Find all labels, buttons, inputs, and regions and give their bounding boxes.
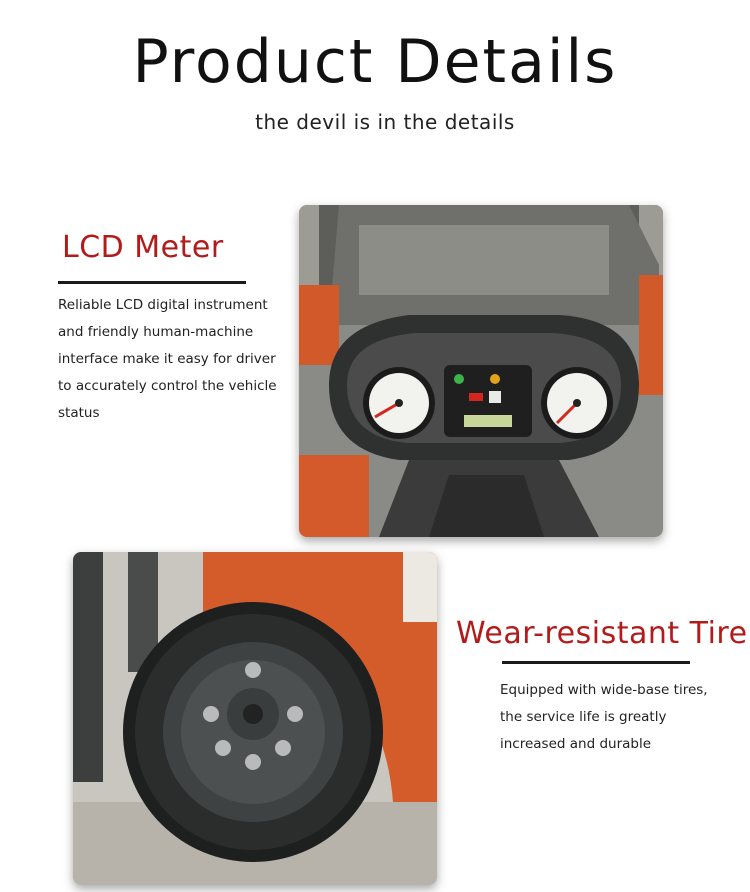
tire-description: Equipped with wide-base tires, the service life is greatly increased and durable	[500, 682, 708, 752]
page-subtitle: the devil is in the details	[255, 110, 515, 134]
tire-rule	[502, 661, 690, 664]
tire-photo	[73, 552, 437, 885]
lcd-meter-title: LCD Meter	[62, 230, 224, 265]
lcd-meter-rule	[58, 281, 246, 284]
tire-title: Wear-resistant Tire	[456, 616, 748, 651]
lcd-meter-description: Reliable LCD digital instrument and friendly human-machine interface make it easy for driver to accurately control the vehicle status	[58, 297, 277, 421]
dashboard-photo	[299, 205, 663, 537]
page-title: Product Details	[132, 27, 618, 97]
